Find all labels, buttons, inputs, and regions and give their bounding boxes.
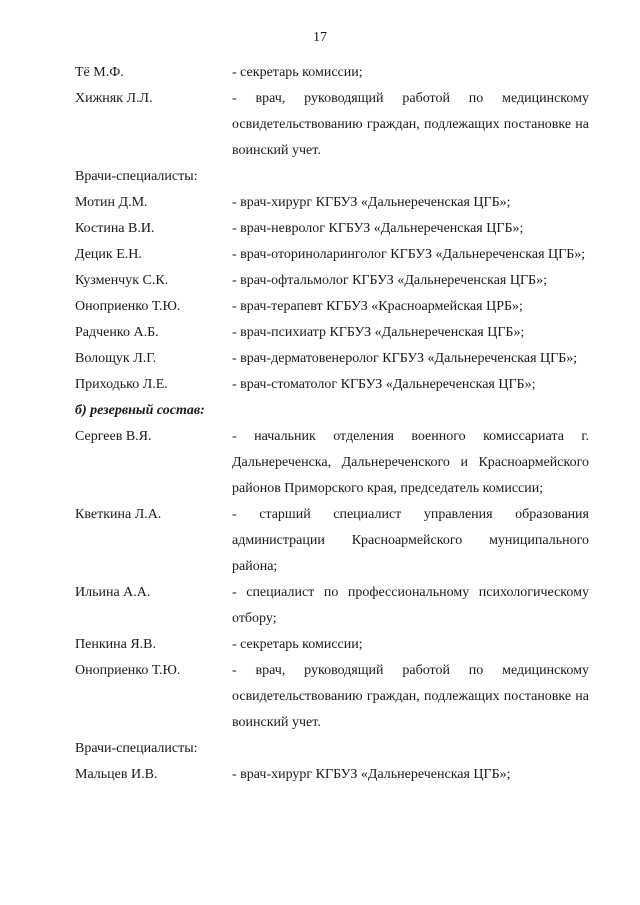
doctor-role: - врач-психиатр КГБУЗ «Дальнереченская ЦГБ»; <box>232 325 525 340</box>
member-name: Хижняк Л.Л. <box>75 91 153 106</box>
member-row <box>75 60 589 86</box>
doctor-name: Волощук Л.Г. <box>75 351 157 366</box>
doctor-row <box>75 216 589 242</box>
doctor-name: Радченко А.Б. <box>75 325 159 340</box>
member-row <box>75 86 589 164</box>
doctor-row <box>75 762 589 788</box>
reserve-role: - специалист по профессиональному психологическому отбору; <box>232 585 589 626</box>
doctor-role: - врач-дерматовенеролог КГБУЗ «Дальнереченская ЦГБ»; <box>232 351 578 366</box>
reserve-row <box>75 502 589 580</box>
doctor-name: Приходько Л.Е. <box>75 377 168 392</box>
doctor-role: - врач-хирург КГБУЗ «Дальнереченская ЦГБ»; <box>232 195 511 210</box>
reserve-name: Кветкина Л.А. <box>75 507 162 522</box>
reserve-name: Оноприенко Т.Ю. <box>75 663 181 678</box>
doctor-name: Мотин Д.М. <box>75 195 148 210</box>
doctor-role: - врач-невролог КГБУЗ «Дальнереченская ЦГБ»; <box>232 221 524 236</box>
reserve-row <box>75 424 589 502</box>
doctor-row <box>75 320 589 346</box>
doctor-role: - врач-оториноларинголог КГБУЗ «Дальнереченская ЦГБ»; <box>232 247 586 262</box>
doctor-name: Оноприенко Т.Ю. <box>75 299 181 314</box>
reserve-role: - начальник отделения военного комиссариата г. Дальнереченска, Дальнереченского и Красноармейского районов Приморского края, председатель комиссии; <box>232 429 589 496</box>
reserve-row <box>75 580 589 632</box>
reserve-heading: б) резервный состав: <box>75 403 205 418</box>
doctors-heading: Врачи-специалисты: <box>75 169 198 184</box>
member-role: - врач, руководящий работой по медицинскому освидетельствованию граждан, подлежащих постановке на воинский учет. <box>232 91 589 158</box>
reserve-name: Сергеев В.Я. <box>75 429 152 444</box>
doctor-name: Кузменчук С.К. <box>75 273 169 288</box>
reserve-name: Пенкина Я.В. <box>75 637 156 652</box>
doctor-row <box>75 268 589 294</box>
doctor-role: - врач-стоматолог КГБУЗ «Дальнереченская ЦГБ»; <box>232 377 536 392</box>
member-name: Тё М.Ф. <box>75 65 124 80</box>
doctor-role: - врач-офтальмолог КГБУЗ «Дальнереченская ЦГБ»; <box>232 273 547 288</box>
document-body <box>75 60 589 788</box>
doctor-role: - врач-терапевт КГБУЗ «Красноармейская ЦРБ»; <box>232 299 523 314</box>
doctor-row <box>75 372 589 398</box>
reserve-row <box>75 632 589 658</box>
doctor-role: - врач-хирург КГБУЗ «Дальнереченская ЦГБ»; <box>232 767 511 782</box>
reserve-name: Ильина А.А. <box>75 585 151 600</box>
page-number: 17 <box>313 30 327 45</box>
doctor-row <box>75 346 589 372</box>
doctor-row <box>75 242 589 268</box>
reserve-role: - врач, руководящий работой по медицинскому освидетельствованию граждан, подлежащих постановке на воинский учет. <box>232 663 589 730</box>
reserve-role: - старший специалист управления образования администрации Красноармейского муниципального района; <box>232 507 589 574</box>
reserve-role: - секретарь комиссии; <box>232 637 363 652</box>
doctor-row <box>75 190 589 216</box>
doctor-name: Мальцев И.В. <box>75 767 158 782</box>
doctor-name: Децик Е.Н. <box>75 247 142 262</box>
member-role: - секретарь комиссии; <box>232 65 363 80</box>
doctor-row <box>75 294 589 320</box>
doctor-name: Костина В.И. <box>75 221 155 236</box>
doctors-heading: Врачи-специалисты: <box>75 741 198 756</box>
reserve-row <box>75 658 589 736</box>
